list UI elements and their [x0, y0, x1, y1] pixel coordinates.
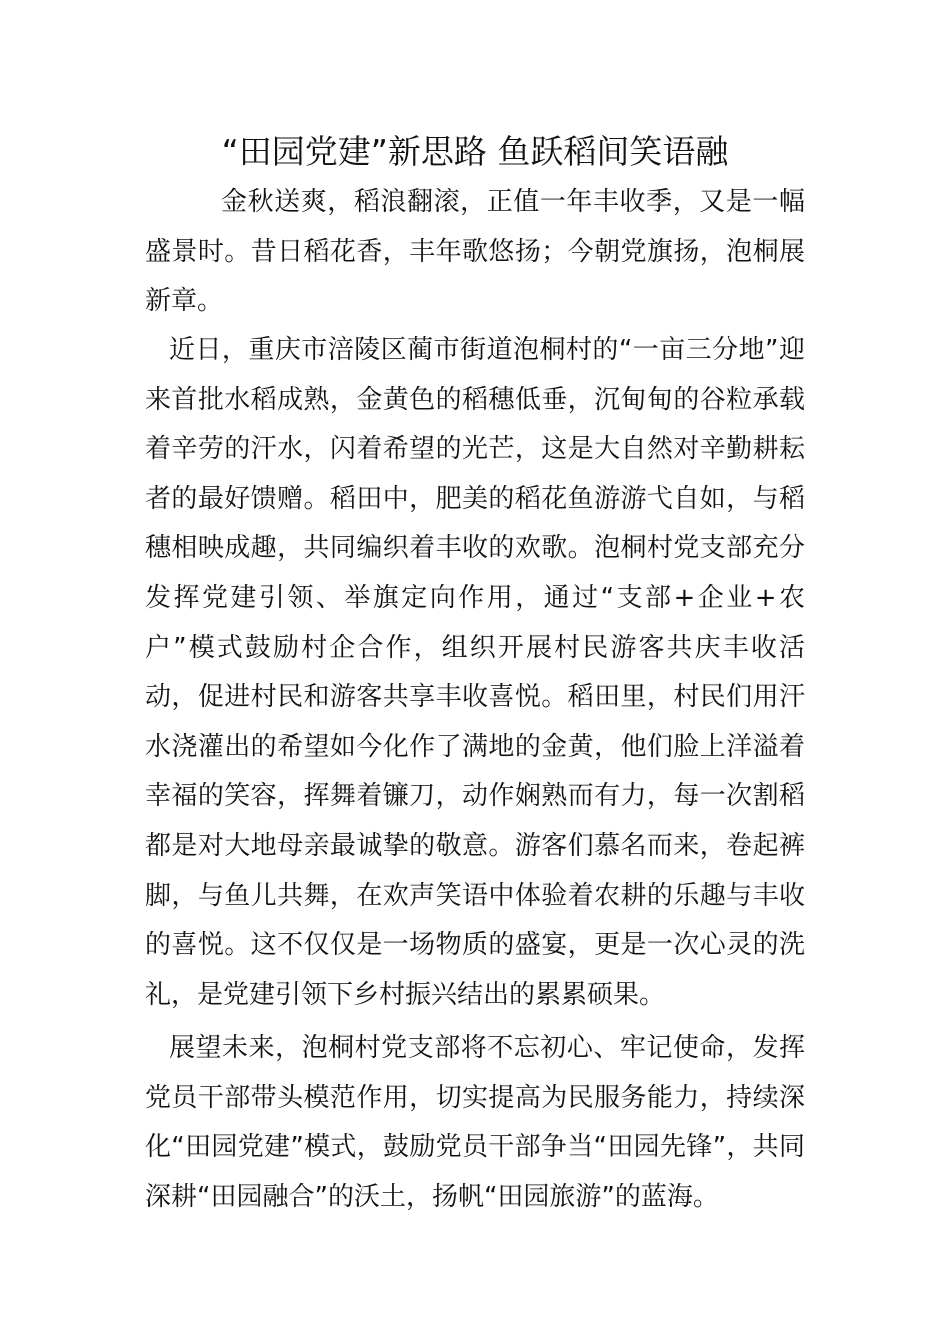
paragraph-outlook: 展望未来，泡桐村党支部将不忘初心、牢记使命，发挥党员干部带头模范作用，切实提高为民服务能力，持续深化“田园党建”模式，鼓励党员干部争当“田园先锋”，共同深耕“田园融合”的沃土，扬帆“田园旅游”的蓝海。 — [145, 1033, 805, 1212]
paragraph-intro: 金秋送爽，稻浪翻滚，正值一年丰收季，又是一幅盛景时。昔日稻花香，丰年歌悠扬；今朝党旗扬，泡桐展新章。 — [145, 187, 805, 317]
document-title: “田园党建”新思路 鱼跃稻间笑语融 — [221, 132, 729, 171]
paragraph-main: 近日，重庆市涪陵区蔺市街道泡桐村的“一亩三分地”迎来首批水稻成熟，金黄色的稻穗低垂，沉甸甸的谷粒承载着辛劳的汗水，闪着希望的光芒，这是大自然对辛勤耕耘者的最好馈赠。稻田中，肥美的稻花鱼游游弋自如，与稻穗相映成趣，共同编织着丰收的欢歌。泡桐村党支部充分发挥党建引领、举旗定向作用，通过“支部+企业+农户”模式鼓励村企合作，组织开展村民游客共庆丰收活动，促进村民和游客共享丰收喜悦。稻田里，村民们用汗水浇灌出的希望如今化作了满地的金黄，他们脸上洋溢着幸福的笑容，挥舞着镰刀，动作娴熟而有力，每一次割稻都是对大地母亲最诚挚的敬意。游客们慕名而来，卷起裤脚，与鱼儿共舞，在欢声笑语中体验着农耕的乐趣与丰收的喜悦。这不仅仅是一场物质的盛宴，更是一次心灵的洗礼，是党建引领下乡村振兴结出的累累硕果。 — [145, 335, 805, 1010]
